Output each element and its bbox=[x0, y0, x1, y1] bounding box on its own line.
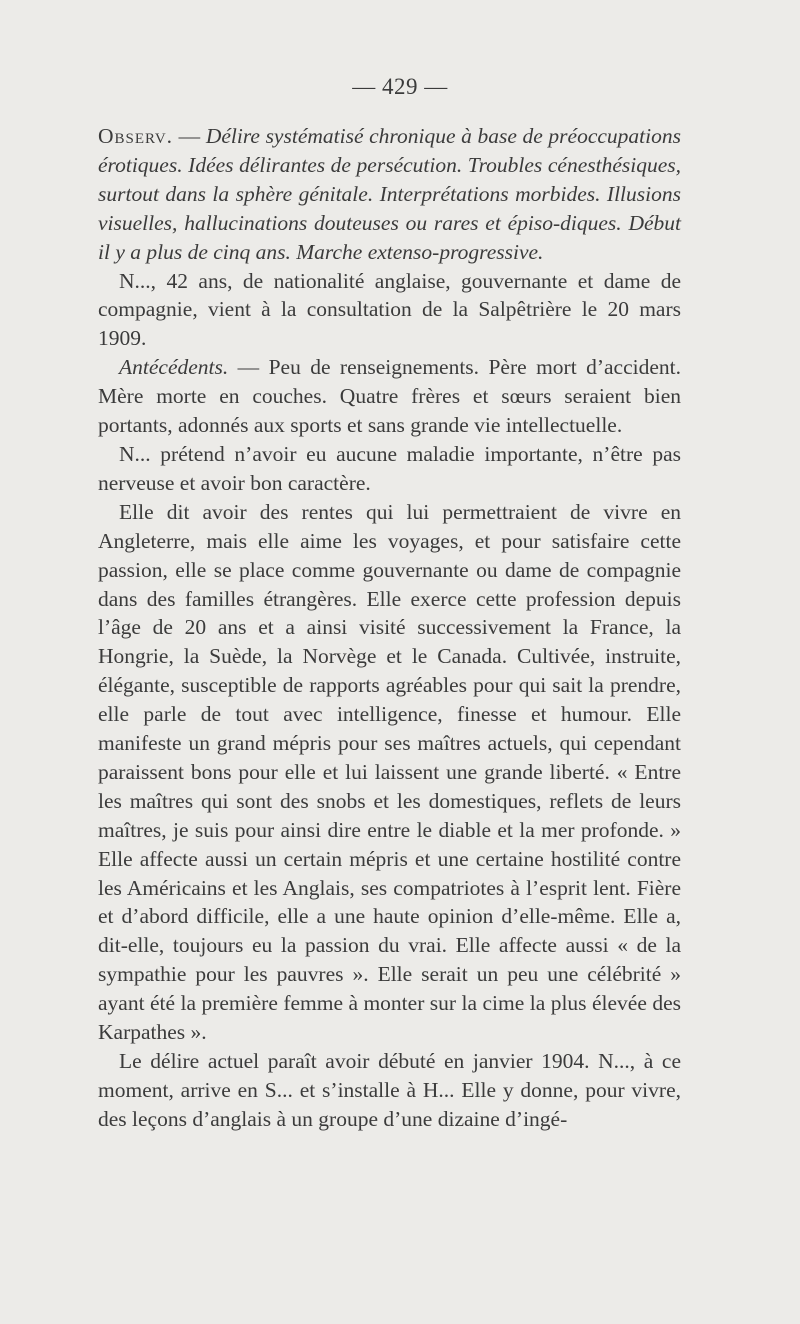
observation-title: Délire systématisé chronique à base de préoccupations érotiques. Idées délirantes de persécution. Troubles cénesthésiques, surtout dans la sphère génitale. Interprétations morbides. Illusions visuelles, hallucinations douteuses ou rares et épiso-diques. Début il y a plus de cinq ans. Marche extenso-progressive. bbox=[98, 124, 681, 264]
observation-heading bbox=[98, 122, 681, 267]
paragraph-health: N... prétend n’avoir eu aucune maladie importante, n’être pas nerveuse et avoir bon caractère. bbox=[98, 441, 681, 495]
paragraph-patient-intro: N..., 42 ans, de nationalité anglaise, gouvernante et dame de compagnie, vient à la consultation de la Salpêtrière le 20 mars 1909. bbox=[98, 268, 681, 351]
paragraph-antecedents bbox=[98, 353, 681, 440]
antecedents-label: Antécédents. bbox=[119, 355, 229, 380]
page-body bbox=[98, 122, 681, 1134]
observation-dash: — bbox=[173, 124, 206, 148]
antecedents-text: — Peu de renseignements. Père mort d’accident. Mère morte en couches. Quatre frères et sœurs seraient bien portants, adonnés aux sports et sans grande vie intellectuelle. bbox=[98, 355, 681, 438]
paragraph-biography: Elle dit avoir des rentes qui lui permettraient de vivre en Angleterre, mais elle aime les voyages, et pour satisfaire cette passion, elle se place comme gouvernante ou dame de compagnie dans des familles étrangères. Elle exerce cette profession depuis l’âge de 20 ans et a ainsi visité successivement la France, la Hongrie, la Suède, la Norvège et le Canada. Cultivée, instruite, élégante, susceptible de rapports agréables pour qui sait la prendre, elle parle de tout avec intelligence, finesse et humour. Elle manifeste un grand mépris pour ses maîtres actuels, qui cependant paraissent bons pour elle et lui laissent une grande liberté. « Entre les maîtres qui sont des snobs et les domestiques, reflets de leurs maîtres, je suis pour ainsi dire entre le diable et la mer profonde. » Elle affecte aussi un certain mépris et une certaine hostilité contre les Américains et les Anglais, ses compatriotes à l’esprit lent. Fière et d’abord difficile, elle a une haute opinion d’elle-même. Elle a, dit-elle, toujours eu la passion du vrai. Elle affecte aussi « de la sympathie pour les pauvres ». Elle serait un peu une célébrité » ayant été la première femme à monter sur la cime la plus élevée des Karpathes ». bbox=[98, 499, 681, 1045]
observation-label: Observ. bbox=[98, 124, 174, 148]
paragraph-delusion-onset: Le délire actuel paraît avoir débuté en janvier 1904. N..., à ce moment, arrive en S... et s’installe à H... Elle y donne, pour vivre, des leçons d’anglais à un groupe d’une dizaine d’ingé- bbox=[98, 1049, 681, 1131]
page-number: — 429 — bbox=[352, 74, 448, 99]
